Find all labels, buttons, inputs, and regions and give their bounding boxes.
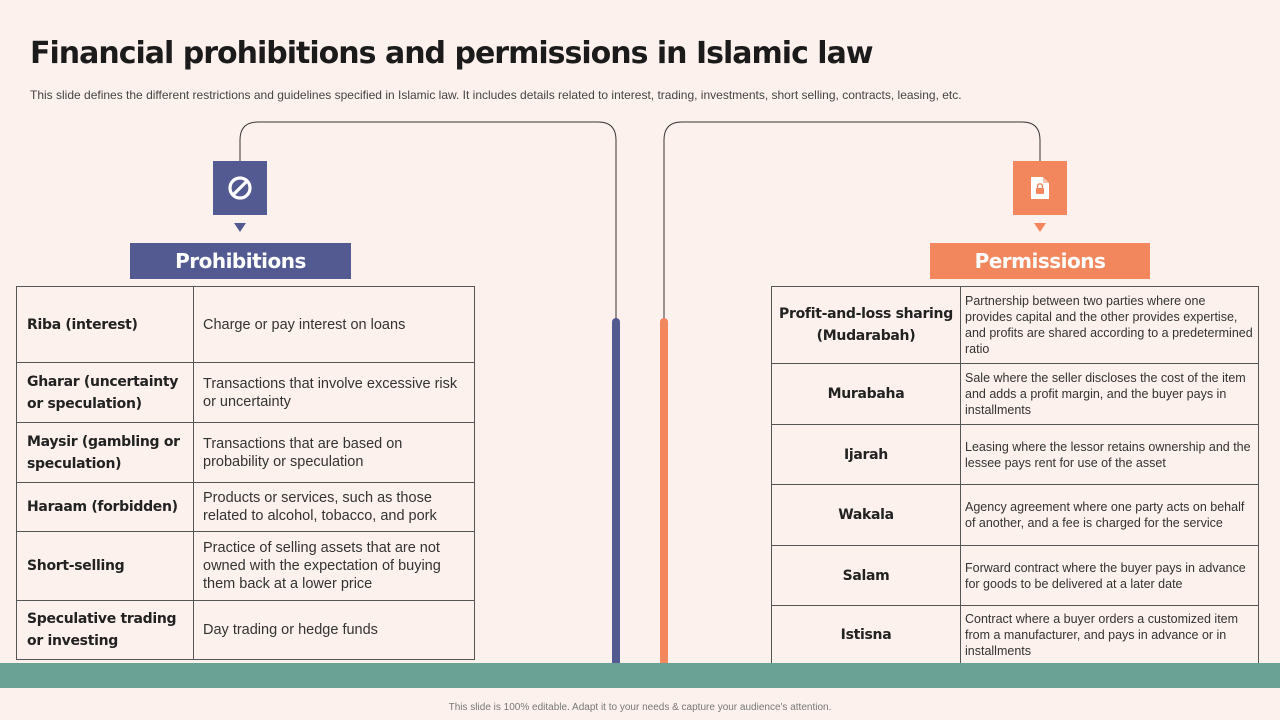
prohibition-description: Transactions that involve excessive risk or uncertainty [194, 363, 475, 423]
table-row [772, 485, 1259, 546]
permission-description: Agency agreement where one party acts on behalf of another, and a fee is charged for the service [961, 485, 1259, 546]
permission-term: Istisna [772, 606, 961, 664]
page-subtitle: This slide defines the different restrictions and guidelines specified in Islamic law. It includes details related to interest, trading, investments, short selling, contracts, leasing, etc. [30, 88, 962, 102]
table-row [772, 364, 1259, 425]
table-row [772, 606, 1259, 664]
prohibitions-pointer [234, 223, 246, 232]
table-row [17, 423, 475, 483]
permission-term: Murabaha [772, 364, 961, 425]
table-row [17, 532, 475, 601]
prohibition-description: Transactions that are based on probability or speculation [194, 423, 475, 483]
permissions-accent-bar [660, 318, 668, 663]
permission-description: Sale where the seller discloses the cost of the item and adds a profit margin, and the buyer pays in installments [961, 364, 1259, 425]
prohibition-term: Riba (interest) [17, 287, 194, 363]
permission-term: Profit-and-loss sharing (Mudarabah) [772, 287, 961, 364]
prohibitions-accent-bar [612, 318, 620, 663]
permission-description: Leasing where the lessor retains ownership and the lessee pays rent for use of the asset [961, 425, 1259, 485]
prohibition-term: Short-selling [17, 532, 194, 601]
prohibition-term: Speculative trading or investing [17, 601, 194, 660]
prohibition-description: Products or services, such as those related to alcohol, tobacco, and pork [194, 483, 475, 532]
prohibition-term: Maysir (gambling or speculation) [17, 423, 194, 483]
permission-description: Partnership between two parties where one provides capital and the other provides expertise, and profits are shared according to a predetermined ratio [961, 287, 1259, 364]
permission-description: Contract where a buyer orders a customized item from a manufacturer, and pays in advance or in installments [961, 606, 1259, 664]
prohibited-icon [213, 161, 267, 215]
locked-document-icon [1013, 161, 1067, 215]
table-row [17, 601, 475, 660]
permissions-table [771, 286, 1259, 664]
table-row [772, 287, 1259, 364]
prohibition-description: Charge or pay interest on loans [194, 287, 475, 363]
prohibition-description: Day trading or hedge funds [194, 601, 475, 660]
footer-band [0, 663, 1280, 688]
page-title: Financial prohibitions and permissions in Islamic law [30, 36, 873, 71]
prohibition-description: Practice of selling assets that are not owned with the expectation of buying them back at a lower price [194, 532, 475, 601]
table-row [17, 287, 475, 363]
permissions-banner: Permissions [930, 243, 1150, 279]
table-row [772, 425, 1259, 485]
prohibition-term: Gharar (uncertainty or speculation) [17, 363, 194, 423]
permission-term: Ijarah [772, 425, 961, 485]
permission-description: Forward contract where the buyer pays in advance for goods to be delivered at a later date [961, 546, 1259, 606]
prohibitions-table [16, 286, 475, 660]
permission-term: Wakala [772, 485, 961, 546]
prohibition-term: Haraam (forbidden) [17, 483, 194, 532]
table-row [17, 483, 475, 532]
table-row [772, 546, 1259, 606]
permissions-pointer [1034, 223, 1046, 232]
permission-term: Salam [772, 546, 961, 606]
footer-note: This slide is 100% editable. Adapt it to your needs & capture your audience's attention. [448, 702, 832, 713]
prohibitions-banner: Prohibitions [130, 243, 351, 279]
table-row [17, 363, 475, 423]
